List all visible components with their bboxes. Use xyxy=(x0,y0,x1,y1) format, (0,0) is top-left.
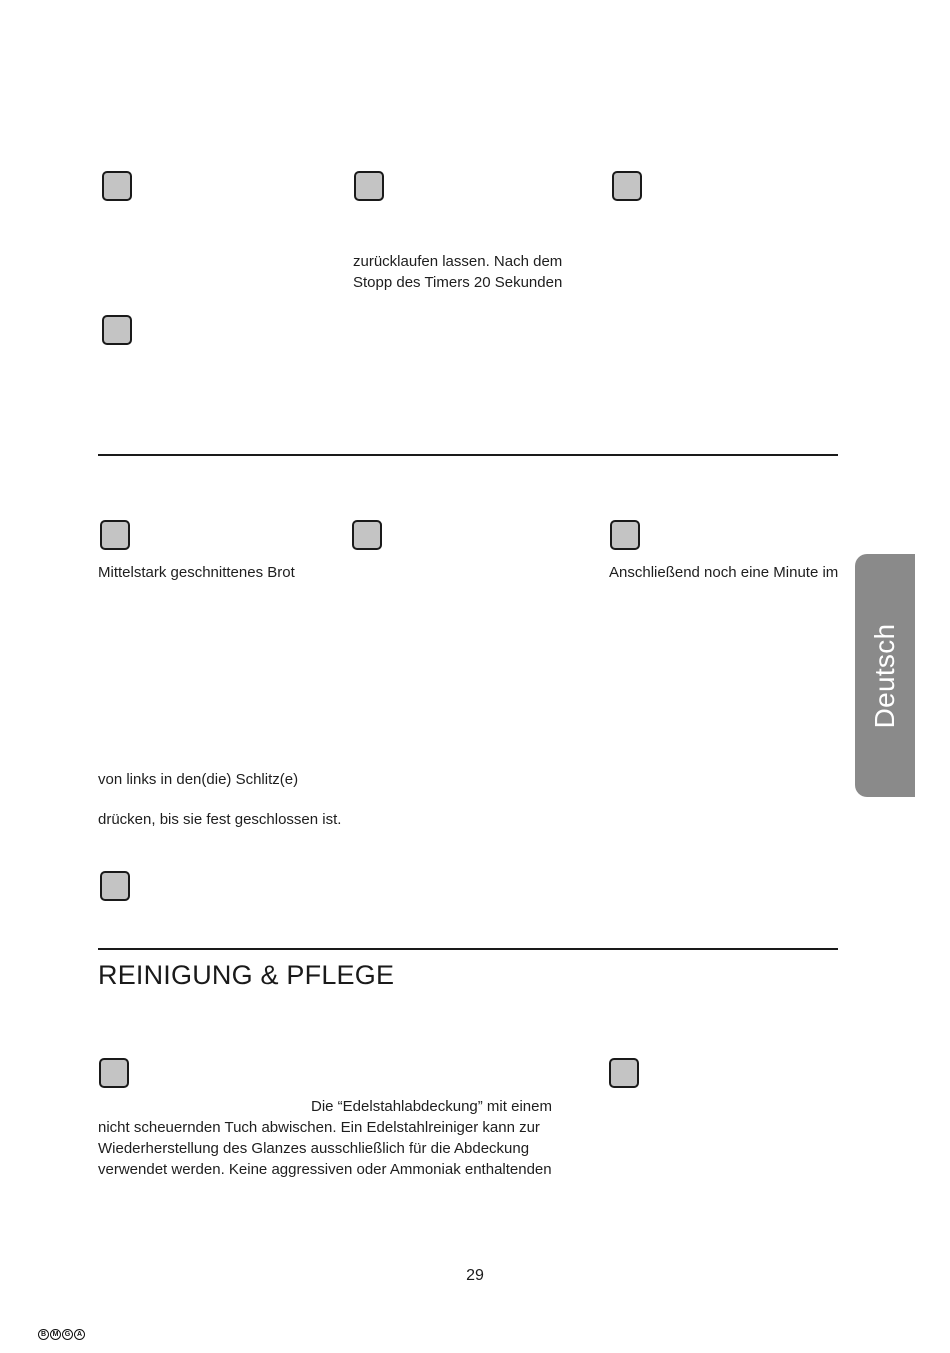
step-text: Mittelstark geschnittenes Brot xyxy=(98,564,295,581)
step-box xyxy=(612,171,642,201)
section-divider xyxy=(98,454,838,456)
step-box xyxy=(100,520,130,550)
step-text: zurücklaufen lassen. Nach dem xyxy=(353,253,563,270)
cleaning-text: verwendet werden. Keine aggressiven oder Ammoniak enthaltenden xyxy=(98,1161,552,1178)
step-box xyxy=(610,520,640,550)
step-text: von links in den(die) Schlitz(e) xyxy=(98,771,299,788)
cleaning-text: nicht scheuernden Tuch abwischen. Ein Edelstahlreiniger kann zur xyxy=(98,1119,540,1136)
step-text: drücken, bis sie fest geschlossen ist. xyxy=(98,811,342,828)
step-box xyxy=(102,171,132,201)
step-box xyxy=(100,871,130,901)
step-text: Stopp des Timers 20 Sekunden xyxy=(353,274,563,291)
section-divider xyxy=(98,948,838,950)
step-box xyxy=(354,171,384,201)
logo-glyph: M xyxy=(50,1329,61,1340)
step-box xyxy=(102,315,132,345)
step-box xyxy=(609,1058,639,1088)
page-number: 29 xyxy=(466,1267,484,1284)
language-tab xyxy=(855,554,915,797)
step-text: Anschließend noch eine Minute im xyxy=(609,564,839,581)
step-box xyxy=(99,1058,129,1088)
cleaning-text: Die “Edelstahlabdeckung” mit einem xyxy=(311,1098,552,1115)
brand-logo xyxy=(38,1329,85,1341)
logo-glyph: B xyxy=(38,1329,49,1340)
cleaning-text: Wiederherstellung des Glanzes ausschließlich für die Abdeckung xyxy=(98,1140,530,1157)
section-heading: REINIGUNG & PFLEGE xyxy=(98,960,395,990)
step-box xyxy=(352,520,382,550)
language-tab-label: Deutsch xyxy=(869,623,900,728)
logo-glyph: A xyxy=(74,1329,85,1340)
logo-glyph: G xyxy=(62,1329,73,1340)
